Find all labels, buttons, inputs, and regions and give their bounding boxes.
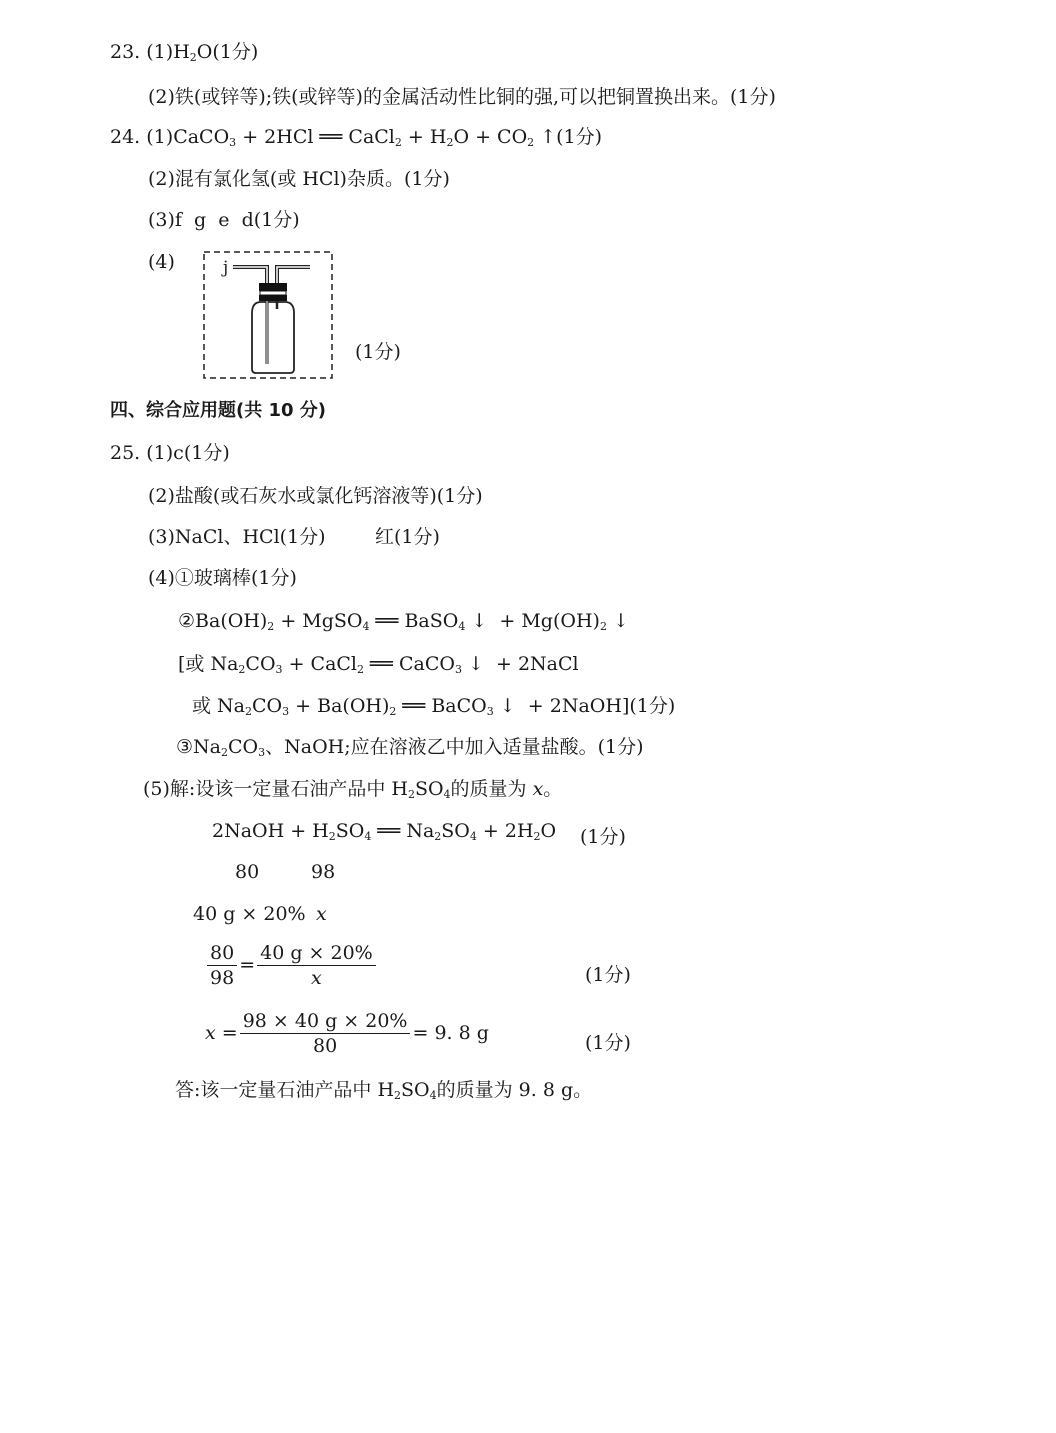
- solve-x: x = $\frac{98 \times 40 g \times 20\%}{80}$ = 9. 8 g: [205, 1010, 489, 1057]
- q25-part1: 25. (1)c(1分): [110, 442, 230, 464]
- q24-part4-label: (4): [148, 251, 175, 273]
- fraction-solve: $\frac{98 \times 40 g \times 20\%}{80}$: [240, 1012, 411, 1056]
- q23-part2: (2)铁(或锌等);铁(或锌等)的金属活动性比铜的强,可以把铜置换出来。(1分): [148, 86, 776, 108]
- q25-part4-s3: $③Na_2CO_3$、NaOH;应在溶液乙中加入适量盐酸。(1分): [176, 736, 644, 759]
- points: (1分): [585, 964, 631, 986]
- points: (1分): [403, 168, 450, 190]
- q25-part5-equation: 2NaOH + $H_2SO_4$ ══ $Na_2SO_4 + 2H_2O$: [212, 820, 557, 843]
- points: (1分): [597, 736, 644, 758]
- q25-part5-intro: (5)解:设该一定量石油产品中 $H_2SO_4$的质量为 x。: [143, 778, 563, 801]
- points: (1分): [279, 526, 326, 548]
- unknown-x: x: [316, 903, 327, 925]
- gas-washing-bottle-diagram: [203, 251, 333, 379]
- section-heading: 四、综合应用题(共 10 分): [110, 400, 327, 421]
- question-number: 25.: [110, 442, 141, 464]
- points: (1分): [394, 526, 440, 548]
- q25-part4-s1: (4)①玻璃棒(1分): [148, 567, 297, 589]
- points: (1分): [730, 86, 776, 108]
- molar-mass-h2so4: 98: [311, 861, 336, 883]
- q25-part4-s2-eq1: $②Ba(OH)_2$ + MgSO$_4$ ══ BaSO$_4$ ↓ + $Mg(OH)_2$ ↓: [178, 610, 629, 633]
- tube-label-j: j: [223, 258, 229, 278]
- points: (1分): [436, 485, 483, 507]
- points: (1分): [253, 209, 300, 231]
- q25-part4-s2-eq2: [或 $Na_2CO_3$ + CaCl$_2$ ══ CaCO$_3$ ↓ + 2NaCl: [178, 653, 579, 676]
- points: (1分): [585, 1032, 631, 1054]
- points: (1分): [629, 695, 676, 717]
- molar-mass-naoh: 80: [235, 861, 260, 883]
- q25-part3: (3)NaCl、HCl(1分): [148, 526, 326, 548]
- q23-part1: 23. $(1)H_2O(1$分): [110, 41, 259, 64]
- gas-bottle-icon: [203, 251, 333, 379]
- points: (1分): [250, 567, 297, 589]
- q25-part3-color: 红(1分): [375, 526, 440, 548]
- points: (1分): [212, 41, 259, 63]
- fraction-right: $\frac{40 g \times 20\%}{x}$: [257, 944, 376, 988]
- points: (1分): [580, 826, 626, 848]
- final-answer: 答:该一定量石油产品中 $H_2SO_4$的质量为 9. 8 g。: [175, 1079, 593, 1102]
- points: (1分): [183, 442, 230, 464]
- given-mass: 40 g × 20%: [193, 903, 306, 925]
- points: (1分): [355, 341, 401, 363]
- question-number: 24.: [110, 126, 141, 148]
- fraction-left: $\frac{80}{98}$: [207, 944, 237, 988]
- q25-part2: (2)盐酸(或石灰水或氯化钙溶液等)(1分): [148, 485, 483, 507]
- q24-part1: 24. (1)CaCO$_3$ + 2HCl ══ CaCl$_2$ + $H_2O + CO_2$ ↑(1分): [110, 126, 603, 149]
- proportion: $\frac{80}{98}$ = $\frac{40 g \times 20\%}{x}$: [205, 944, 378, 988]
- q25-part4-s2-eq3: 或 $Na_2CO_3 + Ba(OH)_2$ ══ BaCO$_3$ ↓ + 2NaOH](1分): [192, 695, 676, 718]
- question-number: 23.: [110, 41, 141, 63]
- q24-part2: (2)混有氯化氢(或 HCl)杂质。(1分): [148, 168, 450, 190]
- points: (1分): [556, 126, 603, 148]
- q24-part3: (3)f g e d(1分): [148, 209, 300, 231]
